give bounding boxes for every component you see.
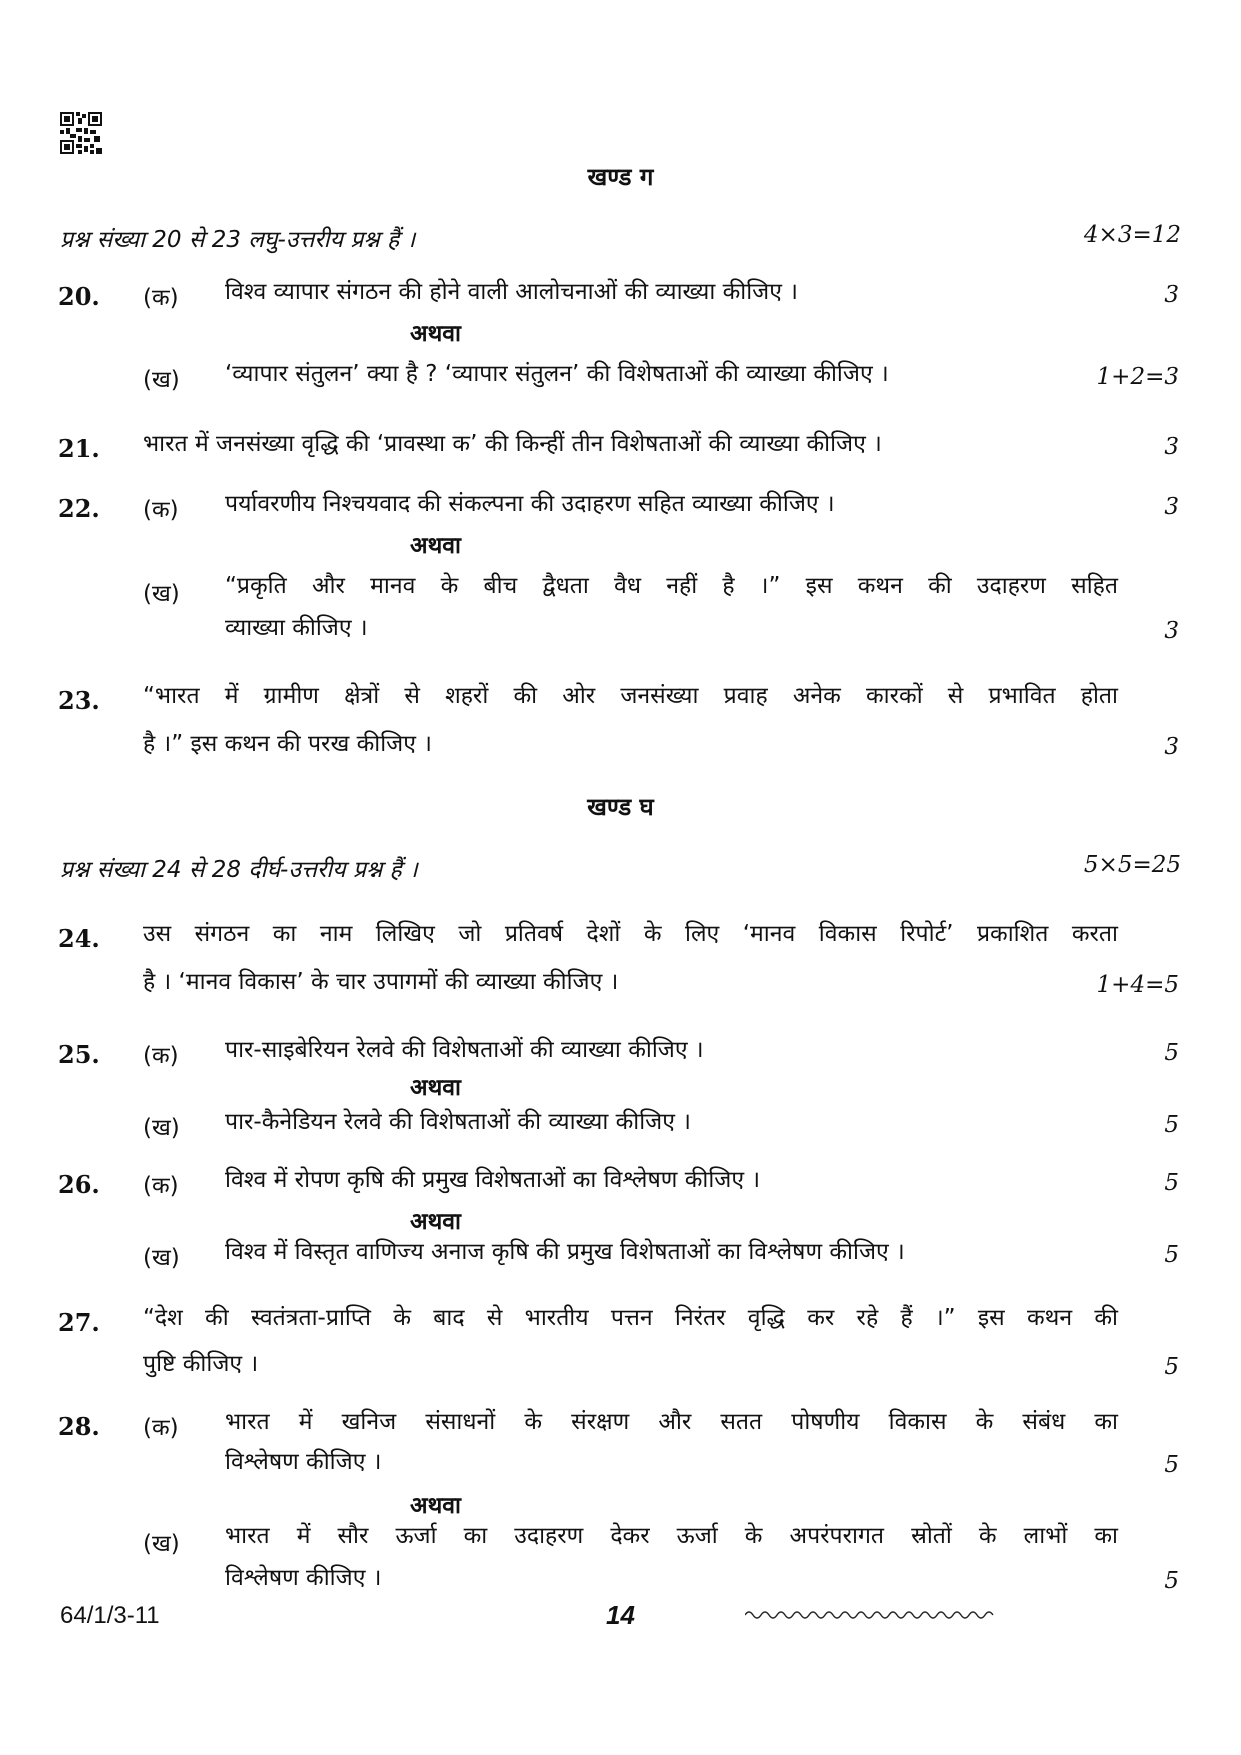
question-number: 24. [58, 924, 100, 953]
question-text: विश्लेषण कीजिए । [225, 1565, 382, 1591]
or-label: अथवा [410, 1209, 462, 1235]
or-label: अथवा [410, 1075, 462, 1101]
question-number: 21. [58, 434, 100, 463]
section-c-instruction: प्रश्न संख्या 20 से 23 लघु-उत्तरीय प्रश्न हैं । [60, 227, 416, 253]
question-text: उस संगठन का नाम लिखिए जो प्रतिवर्ष देशों के लिए ‘मानव विकास रिपोर्ट’ प्रकाशित करता [143, 921, 1118, 947]
or-label: अथवा [410, 321, 462, 347]
question-text: “देश की स्वतंत्रता-प्राप्ति के बाद से भारतीय पत्तन निरंतर वृद्धि कर रहे हैं ।” इस कथन की [143, 1305, 1118, 1331]
section-d-instruction: प्रश्न संख्या 24 से 28 दीर्घ-उत्तरीय प्रश्न हैं । [60, 857, 418, 883]
marks: 1+2=3 [1096, 364, 1179, 390]
option-label: (क) [143, 1043, 179, 1069]
option-label: (क) [143, 285, 179, 311]
marks: 3 [1164, 434, 1179, 460]
marks: 5 [1164, 1354, 1179, 1380]
or-label: अथवा [410, 1493, 462, 1519]
marks: 5 [1164, 1452, 1179, 1478]
question-text: विश्लेषण कीजिए । [225, 1449, 382, 1475]
marks: 3 [1164, 618, 1179, 644]
marks: 5 [1164, 1170, 1179, 1196]
question-number: 28. [58, 1412, 100, 1441]
marks: 5 [1164, 1568, 1179, 1594]
option-label: (क) [143, 1173, 179, 1199]
option-label: (ख) [143, 1245, 180, 1271]
question-text: विश्व व्यापार संगठन की होने वाली आलोचनाओं की व्याख्या कीजिए । [225, 279, 798, 305]
question-text: व्याख्या कीजिए । [225, 615, 368, 641]
section-d-marks: 5×5=25 [1083, 852, 1181, 878]
question-text: है । ‘मानव विकास’ के चार उपागमों की व्याख्या कीजिए । [143, 969, 619, 995]
question-text: “प्रकृति और मानव के बीच द्वैधता वैध नहीं है ।” इस कथन की उदाहरण सहित [225, 573, 1118, 599]
option-label: (क) [143, 1415, 179, 1441]
section-c-title: खण्ड ग [587, 163, 654, 191]
question-text: भारत में सौर ऊर्जा का उदाहरण देकर ऊर्जा के अपरंपरागत स्रोतों के लाभों का [225, 1523, 1118, 1549]
question-number: 20. [58, 282, 100, 311]
marks: 5 [1164, 1040, 1179, 1066]
marks: 3 [1164, 282, 1179, 308]
marks: 5 [1164, 1112, 1179, 1138]
qr-code-icon [60, 112, 102, 154]
question-number: 27. [58, 1308, 100, 1337]
question-number: 26. [58, 1170, 100, 1199]
option-label: (ख) [143, 367, 180, 393]
question-text: “भारत में ग्रामीण क्षेत्रों से शहरों की ओर जनसंख्या प्रवाह अनेक कारकों से प्रभावित होता [143, 683, 1118, 709]
or-label: अथवा [410, 533, 462, 559]
marks: 1+4=5 [1096, 972, 1179, 998]
question-text: है ।” इस कथन की परख कीजिए । [143, 731, 432, 757]
question-text: विश्व में रोपण कृषि की प्रमुख विशेषताओं का विश्लेषण कीजिए । [225, 1167, 761, 1193]
marks: 5 [1164, 1242, 1179, 1268]
question-number: 25. [58, 1040, 100, 1069]
question-text: विश्व में विस्तृत वाणिज्य अनाज कृषि की प्रमुख विशेषताओं का विश्लेषण कीजिए । [225, 1239, 905, 1265]
wave-line-decoration [745, 1608, 1000, 1622]
section-c-marks: 4×3=12 [1083, 222, 1181, 248]
paper-code: 64/1/3-11 [60, 1602, 160, 1629]
question-text: पार-साइबेरियन रेलवे की विशेषताओं की व्याख्या कीजिए । [225, 1037, 704, 1063]
question-number: 22. [58, 494, 100, 523]
question-text: पुष्टि कीजिए । [143, 1351, 259, 1377]
option-label: (ख) [143, 581, 180, 607]
section-d-title: खण्ड घ [587, 793, 654, 821]
question-text: भारत में जनसंख्या वृद्धि की ‘प्रावस्था क’ की किन्हीं तीन विशेषताओं की व्याख्या कीजिए । [143, 431, 882, 457]
marks: 3 [1164, 494, 1179, 520]
question-number: 23. [58, 686, 100, 715]
question-text: ‘व्यापार संतुलन’ क्या है ? ‘व्यापार संतुलन’ की विशेषताओं की व्याख्या कीजिए । [225, 361, 889, 387]
question-text: पार-कैनेडियन रेलवे की विशेषताओं की व्याख्या कीजिए । [225, 1109, 691, 1135]
question-text: पर्यावरणीय निश्चयवाद की संकल्पना की उदाहरण सहित व्याख्या कीजिए । [225, 491, 835, 517]
option-label: (ख) [143, 1115, 180, 1141]
option-label: (ख) [143, 1531, 180, 1557]
question-text: भारत में खनिज संसाधनों के संरक्षण और सतत पोषणीय विकास के संबंध का [225, 1409, 1118, 1435]
option-label: (क) [143, 497, 179, 523]
marks: 3 [1164, 734, 1179, 760]
page-number: 14 [606, 1600, 635, 1630]
